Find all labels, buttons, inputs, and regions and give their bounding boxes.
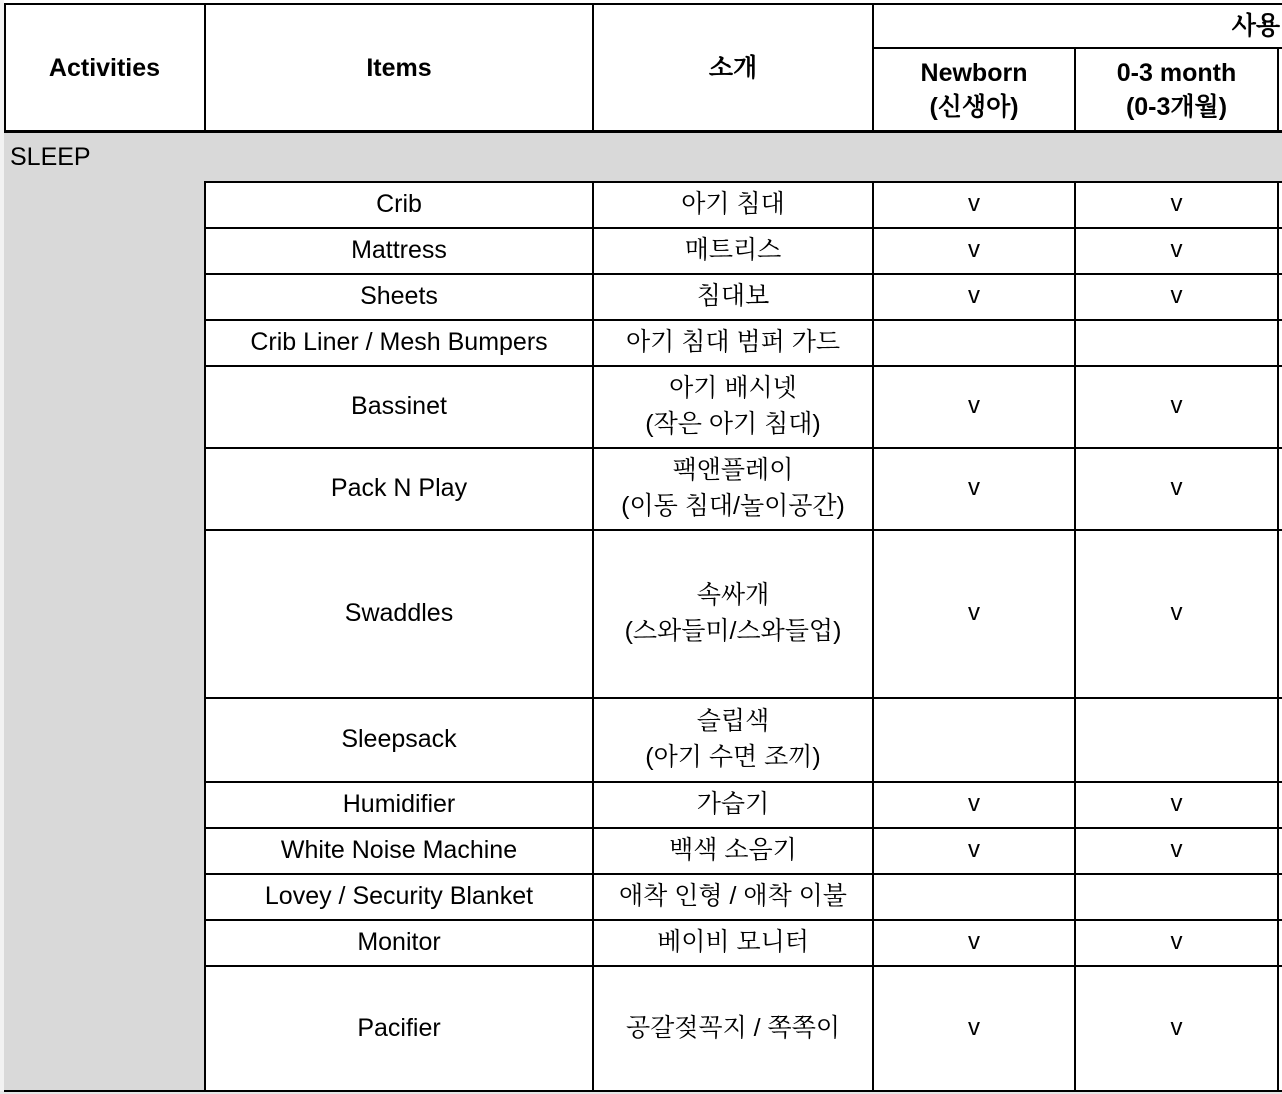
- row-gutter: [0, 0, 4, 1094]
- header-top-border: [4, 3, 1282, 5]
- header-subcolumn-divider: [1074, 47, 1076, 133]
- newborn-check[interactable]: v: [968, 392, 980, 419]
- newborn-check[interactable]: [873, 873, 1075, 919]
- newborn-check[interactable]: v: [968, 190, 980, 217]
- header-0-3-month[interactable]: 0-3 month (0-3개월): [1116, 58, 1237, 121]
- header-bottom-border: [4, 130, 1282, 133]
- intro-cell[interactable]: 베이비 모니터: [657, 928, 809, 956]
- intro-cell[interactable]: 팩앤플레이 (이동 침대/놀이공간): [621, 456, 845, 520]
- intro-cell[interactable]: 애착 인형 / 애착 이불: [619, 882, 847, 910]
- item-cell[interactable]: Crib Liner / Mesh Bumpers: [250, 328, 548, 356]
- row-divider: [204, 227, 1282, 229]
- item-cell[interactable]: Mattress: [351, 236, 447, 264]
- row-divider: [204, 273, 1282, 275]
- header-newborn[interactable]: Newborn (신생아): [920, 58, 1028, 121]
- header-subcolumn-divider: [1277, 47, 1279, 133]
- intro-cell[interactable]: 속싸개 (스와들미/스와들업): [624, 581, 842, 645]
- intro-cell[interactable]: 매트리스: [684, 236, 782, 264]
- month-0-3-check[interactable]: v: [1170, 190, 1183, 217]
- newborn-check[interactable]: v: [968, 474, 980, 501]
- newborn-check[interactable]: v: [968, 282, 980, 309]
- row-divider: [204, 781, 1282, 783]
- item-cell[interactable]: Sleepsack: [341, 725, 457, 753]
- newborn-check[interactable]: v: [968, 1013, 980, 1041]
- row-divider: [204, 919, 1282, 921]
- row-divider: [204, 181, 1282, 183]
- newborn-check[interactable]: v: [968, 599, 980, 626]
- month-0-3-check[interactable]: v: [1170, 474, 1183, 501]
- column-divider: [1074, 181, 1076, 1092]
- month-0-3-check[interactable]: v: [1170, 236, 1183, 263]
- table-bottom-border: [4, 1090, 204, 1092]
- header-intro[interactable]: 소개: [708, 53, 758, 82]
- newborn-check[interactable]: [873, 697, 1075, 781]
- header-items[interactable]: Items: [366, 53, 432, 82]
- month-0-3-check[interactable]: v: [1170, 392, 1183, 419]
- item-cell[interactable]: Crib: [376, 190, 422, 218]
- item-cell[interactable]: Sheets: [360, 282, 438, 310]
- item-cell[interactable]: Swaddles: [344, 599, 454, 627]
- row-divider: [204, 365, 1282, 367]
- column-divider: [592, 181, 594, 1092]
- newborn-check[interactable]: v: [968, 236, 980, 263]
- intro-cell[interactable]: 아기 침대 범퍼 가드: [625, 328, 841, 356]
- header-column-divider: [592, 3, 594, 133]
- newborn-check[interactable]: v: [968, 928, 980, 955]
- month-0-3-check[interactable]: v: [1170, 599, 1183, 626]
- month-0-3-check[interactable]: v: [1170, 790, 1183, 817]
- row-divider: [204, 697, 1282, 699]
- month-0-3-check[interactable]: [1075, 697, 1278, 781]
- item-cell[interactable]: Bassinet: [351, 392, 447, 420]
- item-cell[interactable]: Lovey / Security Blanket: [264, 882, 534, 910]
- row-divider: [204, 965, 1282, 967]
- header-usage-group[interactable]: 사용: [1231, 12, 1280, 40]
- intro-cell[interactable]: 공갈젖꼭지 / 쪽쪽이: [625, 1013, 841, 1042]
- item-cell[interactable]: Pacifier: [357, 1013, 441, 1042]
- row-divider: [204, 827, 1282, 829]
- intro-cell[interactable]: 슬립색 (아기 수면 조끼): [645, 707, 821, 771]
- header-activities[interactable]: Activities: [48, 53, 161, 82]
- row-divider: [204, 1090, 1282, 1092]
- activities-column-fill: [4, 181, 205, 1090]
- header-column-divider: [204, 3, 206, 133]
- row-divider: [204, 447, 1282, 449]
- newborn-check[interactable]: [873, 319, 1075, 365]
- header-left-border: [4, 3, 6, 133]
- section-label-sleep[interactable]: SLEEP: [10, 143, 91, 171]
- item-cell[interactable]: White Noise Machine: [280, 836, 518, 864]
- newborn-check[interactable]: v: [968, 836, 980, 863]
- intro-cell[interactable]: 아기 침대: [681, 190, 785, 218]
- row-divider: [204, 873, 1282, 875]
- intro-cell[interactable]: 가습기: [696, 790, 770, 818]
- column-divider: [1277, 181, 1279, 1092]
- month-0-3-check[interactable]: [1075, 873, 1278, 919]
- column-divider: [872, 181, 874, 1092]
- row-divider: [204, 529, 1282, 531]
- item-cell[interactable]: Monitor: [357, 928, 441, 956]
- header-column-divider: [872, 3, 874, 133]
- intro-cell[interactable]: 침대보: [696, 282, 770, 310]
- column-divider: [204, 181, 206, 1092]
- header-group-divider: [873, 47, 1282, 49]
- row-divider: [204, 319, 1282, 321]
- month-0-3-check[interactable]: v: [1170, 928, 1183, 955]
- month-0-3-check[interactable]: v: [1170, 282, 1183, 309]
- intro-cell[interactable]: 아기 배시넷 (작은 아기 침대): [645, 374, 821, 438]
- month-0-3-check[interactable]: [1075, 319, 1278, 365]
- intro-cell[interactable]: 백색 소음기: [669, 836, 797, 864]
- item-cell[interactable]: Humidifier: [342, 790, 456, 818]
- month-0-3-check[interactable]: v: [1170, 1013, 1183, 1041]
- newborn-check[interactable]: v: [968, 790, 980, 817]
- item-cell[interactable]: Pack N Play: [330, 474, 468, 502]
- month-0-3-check[interactable]: v: [1170, 836, 1183, 863]
